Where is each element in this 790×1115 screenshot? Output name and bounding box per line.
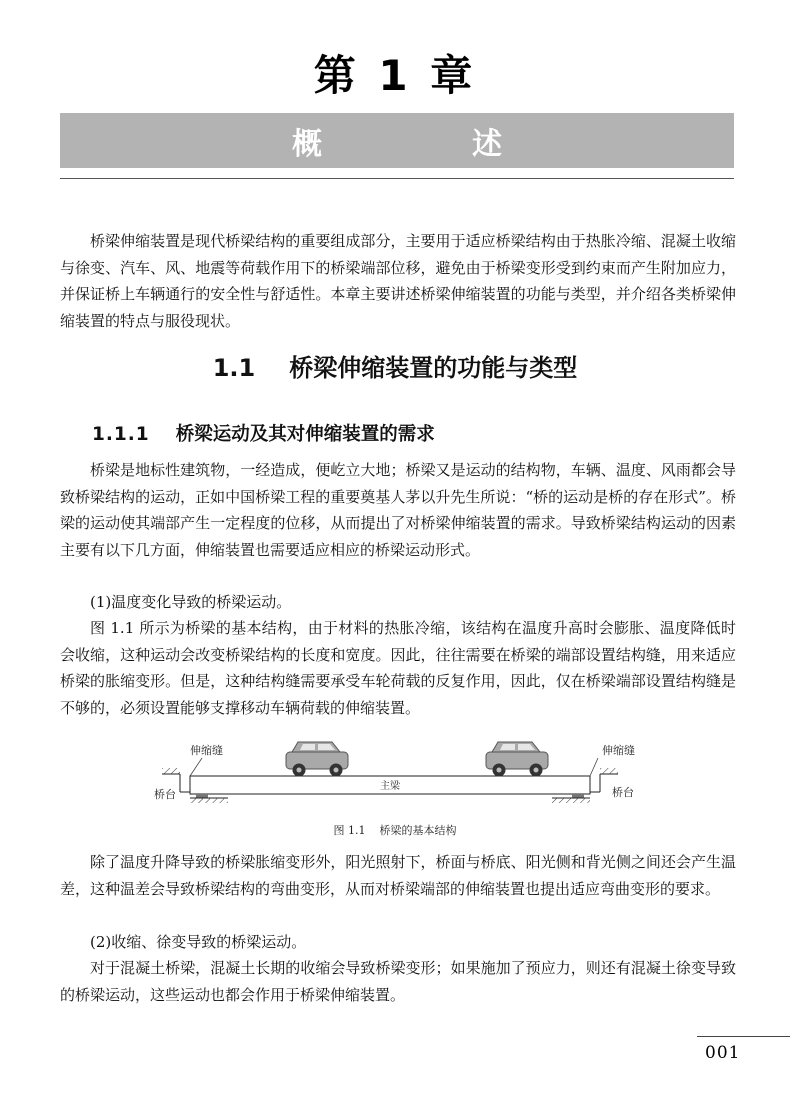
abutment-label-left: 桥台 — [154, 788, 176, 801]
vehicle-icon — [486, 742, 548, 777]
list-item-1: (1)温度变化导致的桥梁运动。 — [90, 593, 292, 611]
joint-label-right: 伸缩缝 — [602, 744, 635, 757]
chapter-divider — [60, 178, 734, 179]
footer-divider — [697, 1036, 790, 1037]
right-foundation — [552, 798, 590, 803]
left-foundation — [190, 798, 228, 803]
page-number: 001 — [705, 1043, 741, 1063]
vehicle-icon — [286, 742, 348, 777]
figure-caption — [0, 822, 790, 838]
joint-leader-right — [590, 758, 598, 776]
section-number: 1.1 — [212, 354, 256, 382]
bridge-diagram — [150, 738, 650, 813]
bridge-structure-figure — [150, 738, 650, 813]
figure-caption-text: 桥梁的基本结构 — [379, 824, 457, 837]
chapter-title: 第 1 章 — [313, 51, 477, 100]
figure-caption-number: 图 1.1 — [333, 824, 366, 837]
joint-label-left: 伸缩缝 — [190, 744, 223, 757]
chapter-subtitle: 概 述 — [292, 126, 562, 162]
joint-leader-left — [190, 758, 202, 776]
intro-paragraph: 桥梁伸缩装置是现代桥梁结构的重要组成部分，主要用于适应桥梁结构由于热胀冷缩、混凝土收缩与徐变、汽车、风、地震等荷载作用下的桥梁端部位移，避免由于桥梁变形受到约束而产生附加应力，并保证桥上车辆通行的安全性与舒适性。本章主要讲述桥梁伸缩装置的功能与类型，并介绍各类桥梁伸缩装置的特点与服役现状。 — [60, 232, 736, 330]
body-paragraph-1: 桥梁是地标性建筑物，一经造成，便屹立大地；桥梁又是运动的结构物，车辆、温度、风雨都会导致桥梁结构的运动，正如中国桥梁工程的重要奠基人茅以升先生所说：“桥的运动是桥的存在形式”。桥梁的运动使其端部产生一定程度的位移，从而提出了对桥梁伸缩装置的需求。导致桥梁结构运动的因素主要有以下几方面，伸缩装置也需要适应相应的桥梁运动形式。 — [60, 461, 736, 559]
body-paragraph-4: 对于混凝土桥梁，混凝土长期的收缩会导致桥梁变形；如果施加了预应力，则还有混凝土徐变导致的桥梁运动，这些运动也都会作用于桥梁伸缩装置。 — [60, 959, 736, 1004]
left-bearing — [196, 794, 208, 798]
subsection-title: 桥梁运动及其对伸缩装置的需求 — [175, 424, 435, 445]
abutment-label-right: 桥台 — [612, 786, 634, 799]
section-heading — [0, 348, 790, 383]
list-item-2: (2)收缩、徐变导致的桥梁运动。 — [90, 933, 307, 951]
body-paragraph-2: 图 1.1 所示为桥梁的基本结构，由于材料的热胀冷缩，该结构在温度升高时会膨胀、温度降低时会收缩，这种运动会改变桥梁结构的长度和宽度。因此，往往需要在桥梁的端部设置结构缝，用来适应桥梁的胀缩变形。但是，这种结构缝需要承受车轮荷载的反复作用，因此，仅在桥梁端部设置结构缝是不够的，必须设置能够支撑移动车辆荷载的伸缩装置。 — [60, 619, 736, 717]
girder-label: 主梁 — [380, 781, 400, 792]
chapter-title-band — [60, 113, 734, 168]
subsection-number: 1.1.1 — [92, 424, 150, 445]
subsection-heading — [92, 420, 435, 446]
section-title: 桥梁伸缩装置的功能与类型 — [289, 354, 578, 382]
body-paragraph-3: 除了温度升降导致的桥梁胀缩变形外，阳光照射下，桥面与桥底、阳光侧和背光侧之间还会产生温差，这种温差会导致桥梁结构的弯曲变形，从而对桥梁端部的伸缩装置也提出适应弯曲变形的要求。 — [60, 853, 736, 898]
right-bearing — [572, 794, 584, 798]
